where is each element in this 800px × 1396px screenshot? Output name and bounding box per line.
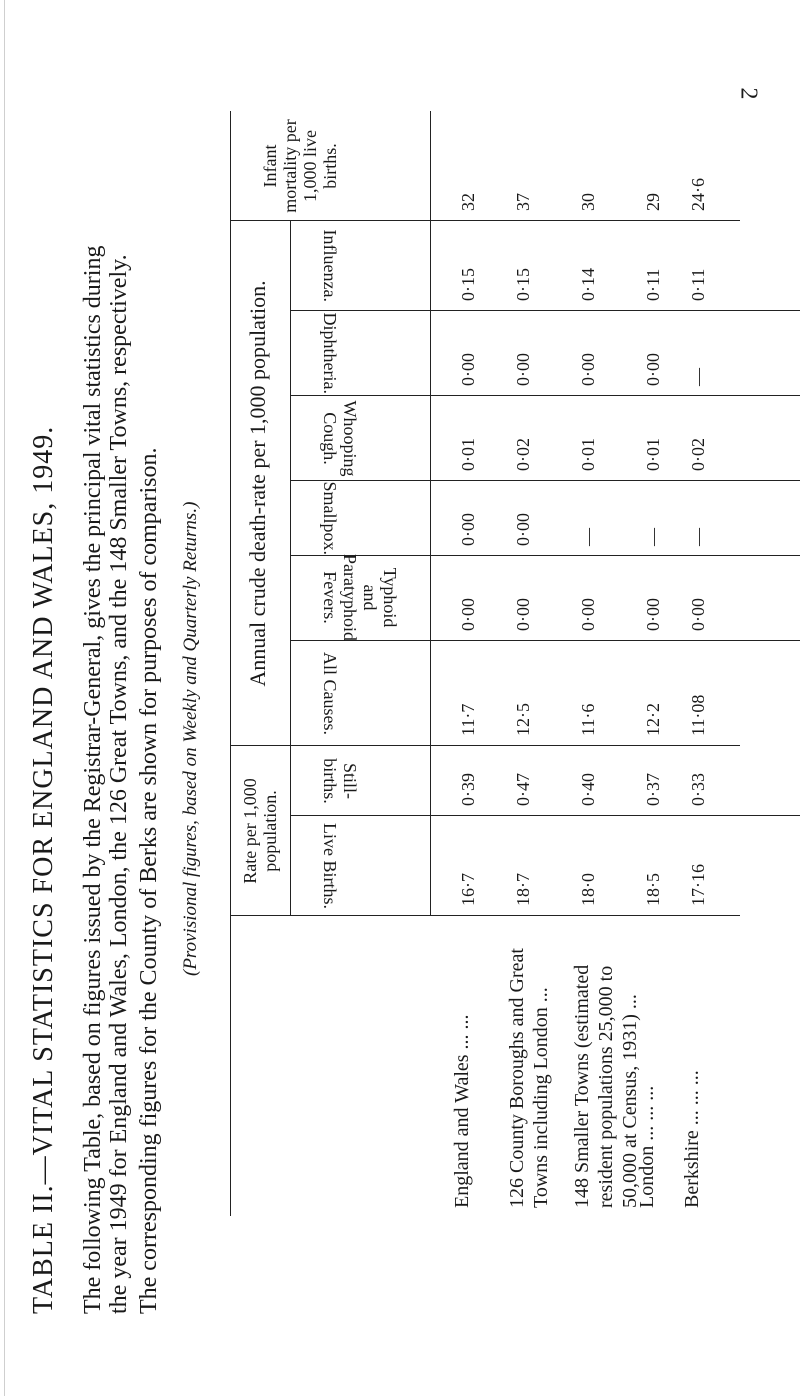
table-cell: 0·00 bbox=[513, 513, 533, 546]
column-header-9: Infant mortality per 1,000 live births. bbox=[260, 119, 340, 213]
table-column-rule bbox=[290, 815, 800, 816]
table-cell: 0·00 bbox=[688, 598, 708, 631]
table-cell: 0·00 bbox=[643, 353, 663, 386]
intro-line-2: the year 1949 for England and Wales, London, the 126 Great Towns, and the 148 Smaller Towns, respectively. bbox=[106, 254, 132, 1314]
table-column-rule bbox=[290, 310, 800, 311]
column-header-6: Whooping Cough. bbox=[320, 400, 360, 477]
table-cell: 0·00 bbox=[578, 598, 598, 631]
table-cell: 12·5 bbox=[513, 703, 533, 736]
row-label: England and Wales ... ... bbox=[451, 1014, 473, 1208]
row-label: 148 Smaller Towns (estimated resident populations 25,000 to 50,000 at Census, 1931) ... bbox=[571, 964, 641, 1208]
table-cell: 11·08 bbox=[688, 694, 708, 736]
group-header-annual: Annual crude death-rate per 1,000 population. bbox=[245, 280, 270, 687]
table-column-rule bbox=[230, 915, 740, 916]
table-cell: 0·00 bbox=[513, 598, 533, 631]
table-cell: 0·47 bbox=[513, 773, 533, 806]
table-column-rule bbox=[290, 480, 800, 481]
table-cell: 11·6 bbox=[578, 703, 598, 736]
table-cell: 0·33 bbox=[688, 773, 708, 806]
column-header-2: Still-births. bbox=[320, 758, 360, 804]
table-cell: 0·00 bbox=[513, 353, 533, 386]
table-cell: 0·14 bbox=[578, 268, 598, 301]
table-cell: 0·15 bbox=[458, 268, 478, 301]
table-cell: 0·00 bbox=[458, 513, 478, 546]
table-cell: 18·0 bbox=[578, 873, 598, 906]
table-cell: 0·15 bbox=[513, 268, 533, 301]
table-column-rule bbox=[230, 745, 740, 746]
column-header-8: Influenza. bbox=[320, 229, 340, 303]
table-column-rule bbox=[290, 395, 800, 396]
row-label: 126 County Boroughs and Great Towns including London ... bbox=[506, 948, 552, 1208]
group-header-rate: Rate per 1,000 population. bbox=[240, 778, 280, 884]
table-cell: 0·40 bbox=[578, 773, 598, 806]
table-cell: 29 bbox=[643, 193, 663, 211]
table-cell: 0·01 bbox=[458, 438, 478, 471]
column-header-5: Smallpox. bbox=[320, 481, 340, 556]
table-cell: 0·00 bbox=[458, 598, 478, 631]
table-header-rule bbox=[430, 111, 431, 916]
table-cell: 0·00 bbox=[578, 353, 598, 386]
table-cell: 11·7 bbox=[458, 703, 478, 736]
table-cell: 17·16 bbox=[688, 864, 708, 906]
table-cell: 18·7 bbox=[513, 873, 533, 906]
intro-paragraph bbox=[80, 14, 132, 1314]
table-top-rule bbox=[230, 111, 231, 1216]
provisional-note: (Provisional figures, based on Weekly and Quarterly Returns.) bbox=[180, 501, 201, 976]
column-header-3: All Causes. bbox=[320, 652, 340, 735]
comparison-note: The corresponding figures for the County of Berks are shown for purposes of comparison. bbox=[136, 447, 162, 1314]
table-cell: 24·6 bbox=[688, 178, 708, 211]
table-cell: 0·11 bbox=[643, 268, 663, 301]
table-cell: 0·11 bbox=[688, 268, 708, 301]
table-cell: 30 bbox=[578, 193, 598, 211]
row-label: London ... ... ... bbox=[636, 1085, 658, 1208]
table-cell: 0·02 bbox=[688, 438, 708, 471]
intro-line-1: The following Table, based on figures issued by the Registrar-General, gives the principal vital statistics during bbox=[80, 245, 106, 1314]
table-cell: 0·39 bbox=[458, 773, 478, 806]
column-header-1: Live Births. bbox=[320, 823, 340, 909]
table-cell: 0·37 bbox=[643, 773, 663, 806]
page-title: TABLE II.—VITAL STATISTICS FOR ENGLAND AND WALES, 1949. bbox=[28, 425, 59, 1314]
table-cell: — bbox=[578, 528, 598, 546]
table-cell: 37 bbox=[513, 193, 533, 211]
group-rate-rule bbox=[290, 746, 291, 916]
column-header-7: Diphtheria. bbox=[320, 312, 340, 395]
table-cell: 12·2 bbox=[643, 703, 663, 736]
page-number: 2 bbox=[735, 87, 762, 100]
table-cell: — bbox=[688, 528, 708, 546]
table-cell: 0·00 bbox=[643, 598, 663, 631]
group-annual-rule bbox=[290, 221, 291, 746]
table-cell: 32 bbox=[458, 193, 478, 211]
table-cell: 16·7 bbox=[458, 873, 478, 906]
table-cell: — bbox=[688, 368, 708, 386]
row-label: Berkshire ... ... ... bbox=[681, 1070, 703, 1208]
table-cell: 0·01 bbox=[643, 438, 663, 471]
table-cell: 0·01 bbox=[578, 438, 598, 471]
table-cell: 0·02 bbox=[513, 438, 533, 471]
table-cell: 0·00 bbox=[458, 353, 478, 386]
table-cell: 18·5 bbox=[643, 873, 663, 906]
table-cell: — bbox=[643, 528, 663, 546]
column-header-4: Typhoid and Paratyphoid Fevers. bbox=[320, 554, 400, 642]
